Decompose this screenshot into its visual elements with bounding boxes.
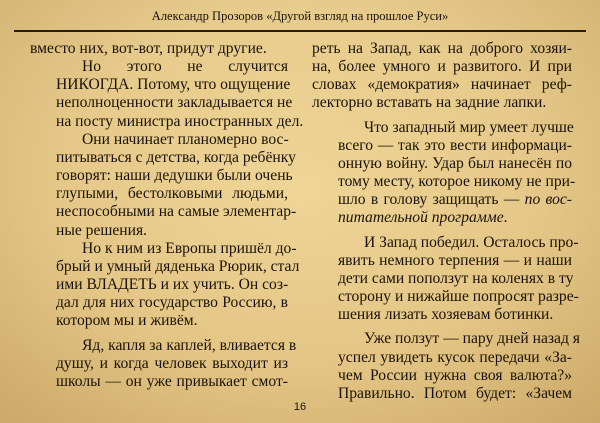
text-line: словах «демократия» начинает реф- <box>312 76 572 94</box>
left-paragraph-2 <box>30 58 304 131</box>
text-line: И Запад победил. Осталось про- <box>364 233 579 251</box>
text-line: онную войну. Удар был нанесён по <box>338 154 572 172</box>
text-line: на, более умного и развитого. И при <box>312 58 572 76</box>
text-line: явить немного терпения — и наши <box>338 251 572 269</box>
text-line: ими ВЛАДЕТЬ и их учить. Он соз- <box>56 276 289 294</box>
text-line: чем России нужна своя валюта?» <box>338 366 572 384</box>
right-paragraph-2 <box>312 118 576 228</box>
running-header: Александр Прозоров «Другой взгляд на прошлое Руси» <box>151 9 449 23</box>
text-line: реть на Запад, как на доброго хозяи- <box>312 40 572 57</box>
page-number: 16 <box>293 401 307 413</box>
text-line: Но этого не случится <box>82 58 288 76</box>
italic-text: по вос- <box>524 191 572 209</box>
text-line: успел увидеть кусок передачи «За- <box>338 348 572 366</box>
left-paragraph-5 <box>30 336 297 391</box>
header-rule <box>14 30 586 32</box>
text-line: неполноценности закладывается не <box>56 94 293 112</box>
text-line: лекторно вставать на задние лапки. <box>312 94 547 112</box>
text-line: брый и умный дяденька Рюрик, стал <box>56 257 300 275</box>
text-line <box>312 209 572 227</box>
right-paragraph-1 <box>312 40 572 113</box>
left-paragraph-3 <box>30 130 297 240</box>
text-line: ные решения. <box>56 221 148 239</box>
right-paragraph-3 <box>312 233 579 325</box>
right-paragraph-4 <box>312 330 580 403</box>
text-line: Яд, капля за каплей, вливается в <box>82 336 297 354</box>
text-line: НИКОГДА. Потому, что ощущение <box>56 76 291 94</box>
text-line: Но к ним из Европы пришёл до- <box>82 239 297 257</box>
text-line: вместо них, вот-вот, придут другие. <box>30 40 267 57</box>
text-line: говорят: наши дедушки были очень <box>56 167 293 185</box>
text-line: сторону и нижайше попросят разре- <box>338 288 579 306</box>
text-line: школы — он уже привыкает смот- <box>56 372 288 390</box>
italic-text: питательной программе <box>338 209 504 227</box>
right-column <box>312 40 580 403</box>
text-run: . <box>503 209 508 227</box>
text-run: шло в голову защищать — <box>338 191 520 209</box>
text-line: душу, и когда человек выходит из <box>56 354 288 372</box>
text-line: дал для них государство Россию, в <box>56 294 288 312</box>
text-line: тому месту, которое никому не при- <box>338 173 576 191</box>
text-line: дети сами поползут на коленях в ту <box>338 269 574 287</box>
text-line: Уже ползут — пару дней назад я <box>364 330 580 348</box>
text-line: Они начинает планомерно вос- <box>82 130 289 148</box>
left-paragraph-1 <box>30 40 288 58</box>
text-line: всего — так это вести информаци- <box>338 136 572 154</box>
text-line: котором мы и живём. <box>56 312 198 330</box>
text-line: Что западный мир умеет лучше <box>364 118 574 136</box>
text-line: неспособными на самые элементар- <box>56 203 297 221</box>
left-paragraph-4 <box>30 239 300 331</box>
text-line: Правильно. Потом будет: «Зачем <box>338 384 572 402</box>
text-line: глупыми, бестолковыми людьми, <box>56 185 288 203</box>
text-line: шения лизать хозяевам ботинки. <box>338 306 554 324</box>
text-line <box>312 191 572 209</box>
text-line: на посту министра иностранных дел. <box>56 112 304 130</box>
text-line: питываться с детства, когда ребёнку <box>56 148 296 166</box>
left-column <box>30 40 304 391</box>
